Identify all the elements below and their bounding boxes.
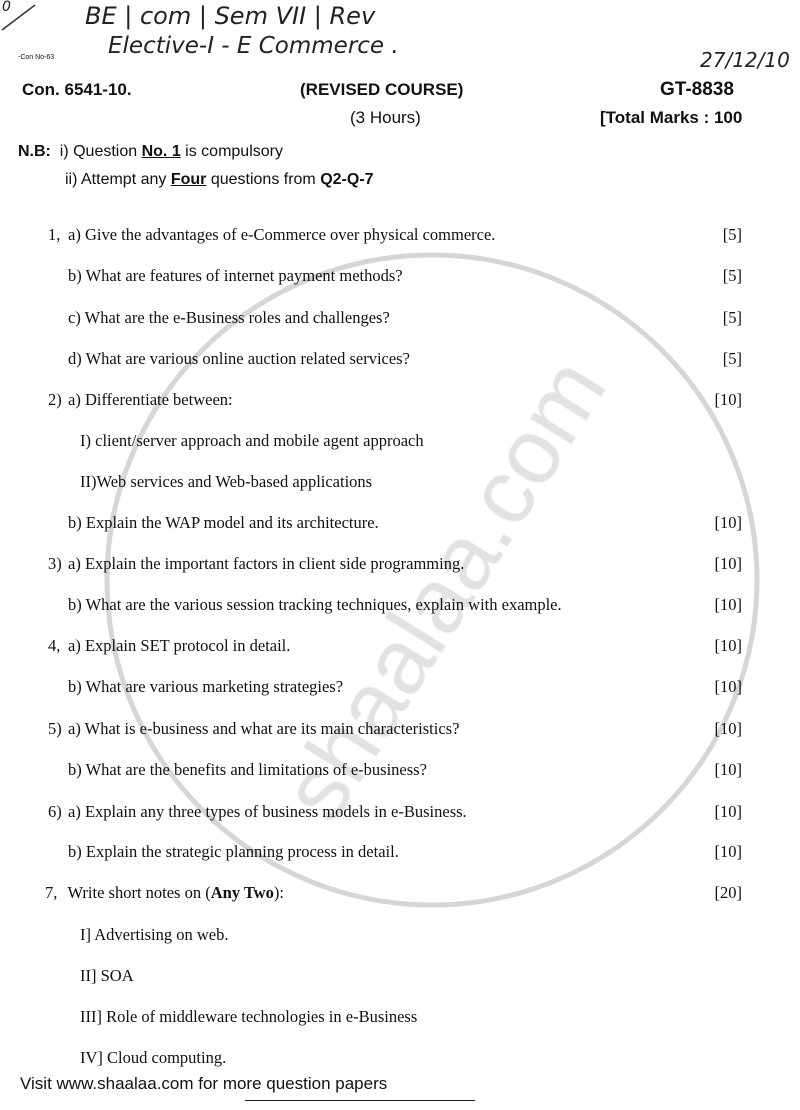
question-marks: [5]	[722, 266, 742, 285]
question-text: b) What are the various session tracking techniques, explain with example.	[68, 595, 562, 614]
question-text: b) Explain the WAP model and its architecture.	[68, 513, 379, 532]
q7-item: I] Advertising on web.	[80, 925, 229, 944]
question-subitem: II)Web services and Web-based applications	[80, 472, 373, 491]
course-type: (REVISED COURSE)	[300, 80, 464, 99]
question-marks: [10]	[714, 802, 742, 821]
question-subitem: I) client/server approach and mobile agent approach	[80, 431, 424, 450]
question-number: 1,	[48, 225, 61, 244]
nb-text: i) Question	[59, 143, 142, 160]
nb-text: questions from	[206, 171, 321, 188]
nb-emphasis: No. 1	[141, 143, 181, 160]
question-text: d) What are various online auction related services?	[68, 349, 410, 368]
handwritten-course: BE | com | Sem VII | Rev	[85, 2, 376, 30]
paper-code: GT-8838	[660, 79, 734, 100]
question-text: c) What are the e-Business roles and challenges?	[68, 308, 390, 327]
question-emphasis: Any Two	[210, 883, 274, 902]
question-number: 3)	[48, 554, 62, 573]
question-text: Write short notes on (	[67, 883, 211, 902]
question-marks: [10]	[714, 636, 742, 655]
question-marks: [10]	[714, 842, 742, 861]
q7-item: III] Role of middleware technologies in e-Business	[80, 1007, 418, 1026]
question-marks: [10]	[714, 390, 742, 409]
question-number: 6)	[48, 802, 62, 821]
question-text: a) Explain any three types of business models in e-Business.	[68, 802, 467, 821]
question-marks: [5]	[722, 349, 742, 368]
handwritten-mark: 0	[2, 0, 11, 15]
question-text: b) What are features of internet payment methods?	[68, 266, 403, 285]
nb-line-2	[65, 171, 374, 189]
question-number: 4,	[48, 636, 61, 655]
question-text: b) What are various marketing strategies?	[68, 677, 344, 696]
question-text: b) What are the benefits and limitations of e-business?	[68, 760, 427, 779]
question-text: b) Explain the strategic planning process in detail.	[68, 842, 399, 861]
question-number: 7,	[45, 883, 58, 902]
q7-item: II] SOA	[80, 966, 134, 985]
total-marks: [Total Marks : 100	[600, 108, 743, 127]
nb-range: Q2-Q-7	[320, 171, 374, 188]
nb-text: ii) Attempt any	[65, 171, 171, 188]
nb-text: is compulsory	[180, 143, 283, 160]
con-number: Con. 6541-10.	[22, 80, 132, 99]
question-number: 5)	[48, 719, 62, 738]
question-marks: [5]	[722, 225, 742, 244]
question-text: a) Explain the important factors in client side programming.	[68, 554, 465, 573]
question-text: a) Explain SET protocol in detail.	[68, 636, 291, 655]
question-marks: [10]	[714, 760, 742, 779]
question-marks: [10]	[714, 677, 742, 696]
duration: (3 Hours)	[350, 108, 421, 127]
question-7	[45, 884, 284, 903]
question-7-marks: [20]	[714, 883, 742, 902]
question-text: a) Differentiate between:	[68, 390, 233, 409]
nb-line-1	[18, 143, 283, 161]
question-text: a) Give the advantages of e-Commerce over physical commerce.	[68, 225, 496, 244]
nb-emphasis: Four	[170, 171, 207, 188]
handwritten-date: 27/12/10	[700, 48, 790, 72]
question-text: a) What is e-business and what are its main characteristics?	[68, 719, 460, 738]
question-number: 2)	[48, 390, 62, 409]
question-marks: [10]	[714, 719, 742, 738]
q7-item: IV] Cloud computing.	[80, 1048, 227, 1067]
nb-label: N.B:	[18, 143, 51, 160]
question-marks: [10]	[714, 595, 742, 614]
handwritten-subject: Elective-I - E Commerce .	[108, 33, 399, 59]
question-marks: [10]	[714, 513, 742, 532]
question-marks: [10]	[714, 554, 742, 573]
footer-underline	[245, 1100, 475, 1101]
footer-text: Visit www.shaalaa.com for more question papers	[20, 1074, 388, 1093]
question-marks: [5]	[722, 308, 742, 327]
question-text: ):	[273, 883, 284, 902]
con-no-small: -Con No-63	[18, 54, 55, 61]
